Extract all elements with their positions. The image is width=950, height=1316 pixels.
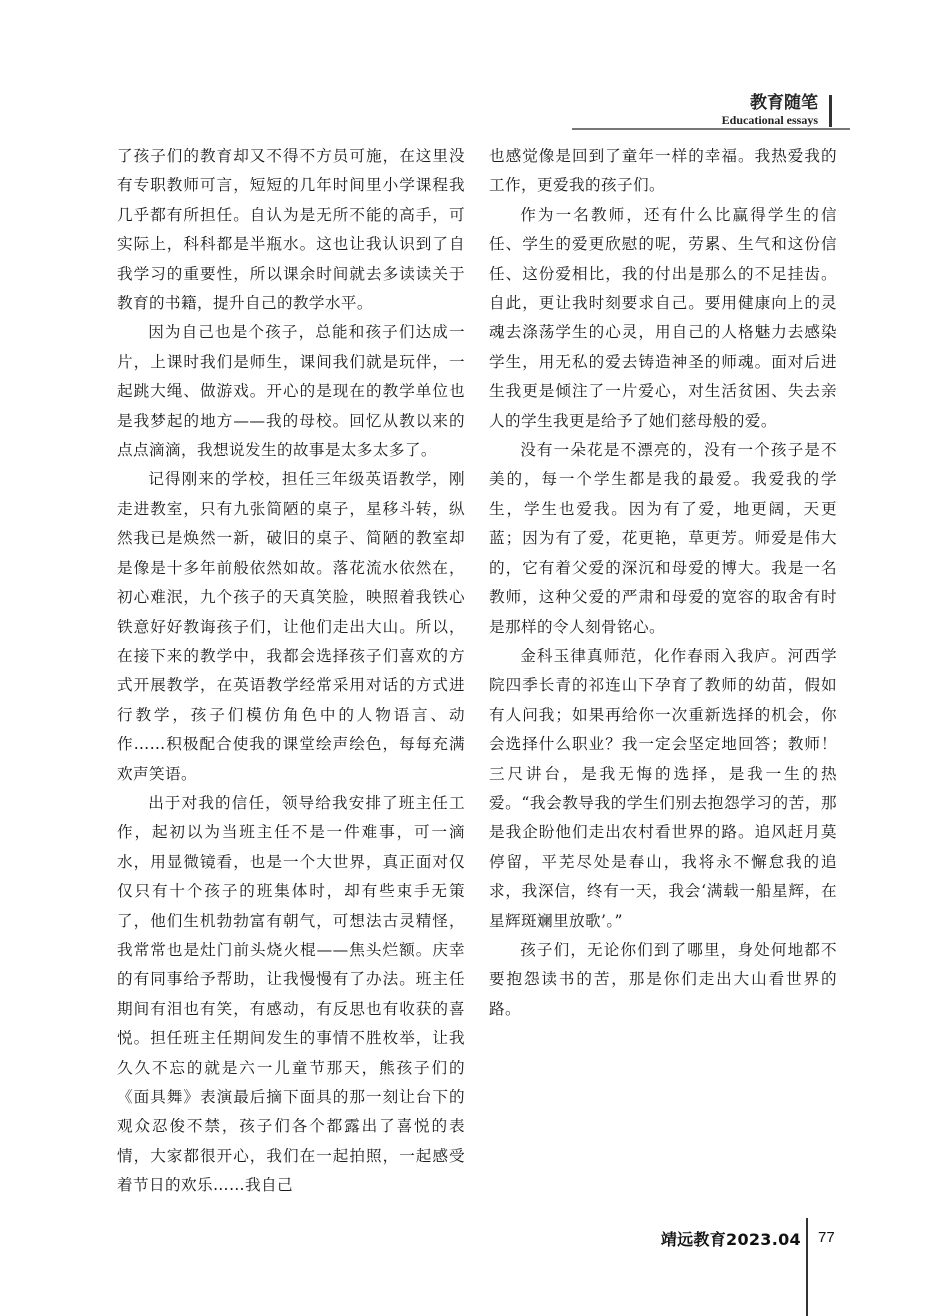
journal-name: 靖远教育2023.04 (660, 1230, 801, 1249)
paragraph: 记得刚来的学校，担任三年级英语教学，刚走进教室，只有九张简陋的桌子，星移斗转，纵然我已是焕然一新，破旧的桌子、简陋的教室却是像是十多年前般依然如故。落花流水依然在，初心难泯，九个孩子的天真笑脸，映照着我铁心铁意好好教诲孩子们，让他们走出大山。所以，在接下来的教学中，我都会选择孩子们喜欢的方式开展教学，在英语教学经常采用对话的方式进行教学，孩子们模仿角色中的人物语言、动作……积极配合使我的课堂绘声绘色，每每充满欢声笑语。 (117, 470, 465, 783)
paragraph: 金科玉律真师范，化作春雨入我庐。河西学院四季长青的祁连山下孕育了教师的幼苗，假如有人问我；如果再给你一次重新选择的机会，你会选择什么职业？我一定会坚定地回答；教师！三尺讲台，是我无悔的选择，是我一生的热爱。“我会教导我的学生们别去抱怨学习的苦，那是我企盼他们走出农村看世界的路。追风赶月莫停留，平芜尽处是春山，我将永不懈怠我的追求，我深信，终有一天，我会‘满载一船星辉，在星辉斑斓里放歌’。” (489, 646, 837, 930)
right-column (489, 142, 837, 1024)
section-title-en: Educational essays (721, 113, 818, 127)
paragraph: 孩子们，无论你们到了哪里，身处何地都不要抱怨读书的苦，那是你们走出大山看世界的路。 (489, 940, 837, 1018)
footer-vertical-rule (806, 1218, 808, 1316)
paragraph: 也感觉像是回到了童年一样的幸福。我热爱我的工作，更爱我的孩子们。 (489, 147, 837, 195)
paragraph: 没有一朵花是不漂亮的，没有一个孩子是不美的，每一个学生都是我的最爱。我爱我的学生，学生也爱我。因为有了爱，地更阔，天更蓝；因为有了爱，花更艳，草更芳。师爱是伟大的，它有着父爱的深沉和母爱的博大。我是一名教师，这种父爱的严肃和母爱的宽容的取舍有时是那样的令人刻骨铭心。 (489, 441, 837, 636)
page-number: 77 (818, 1229, 835, 1246)
left-column (117, 142, 465, 1201)
paragraph: 出于对我的信任，领导给我安排了班主任工作，起初以为当班主任不是一件难事，可一滴水，用显微镜看，也是一个大世界，真正面对仅仅只有十个孩子的班集体时，却有些束手无策了，他们生机勃勃富有朝气，可想法古灵精怪，我常常也是灶门前头烧火棍——焦头烂额。庆幸的有同事给予帮助，让我慢慢有了办法。班主任期间有泪也有笑，有感动，有反思也有收获的喜悦。担任班主任期间发生的事情不胜枚举，让我久久不忘的就是六一儿童节那天，熊孩子们的《面具舞》表演最后摘下面具的那一刻让台下的观众忍俊不禁，孩子们各个都露出了喜悦的表情，大家都很开心，我们在一起拍照，一起感受着节日的欢乐……我自己 (117, 793, 465, 1195)
header-horizontal-rule (572, 128, 850, 130)
paragraph: 了孩子们的教育却又不得不方员可施，在这里没有专职教师可言，短短的几年时间里小学课程我几乎都有所担任。自认为是无所不能的高手，可实际上，科科都是半瓶水。这也让我认识到了自我学习的重要性，所以课余时间就去多读读关于教育的书籍，提升自己的教学水平。 (117, 147, 465, 313)
section-title-cn: 教育随笔 (750, 93, 818, 113)
paragraph: 因为自己也是个孩子，总能和孩子们达成一片，上课时我们是师生，课间我们就是玩伴，一起跳大绳、做游戏。开心的是现在的教学单位也是我梦起的地方——我的母校。回忆从教以来的点点滴滴，我想说发生的故事是太多太多了。 (117, 323, 465, 460)
section-header (722, 93, 818, 127)
paragraph: 作为一名教师，还有什么比赢得学生的信任、学生的爱更欣慰的呢，劳累、生气和这份信任、这份爱相比，我的付出是那么的不足挂齿。自此，更让我时刻要求自己。要用健康向上的灵魂去涤荡学生的心灵，用自己的人格魅力去感染学生，用无私的爱去铸造神圣的师魂。面对后进生我更是倾注了一片爱心，对生活贫困、失去亲人的学生我更是给予了她们慈母般的爱。 (489, 205, 837, 430)
header-vertical-rule (829, 95, 832, 127)
